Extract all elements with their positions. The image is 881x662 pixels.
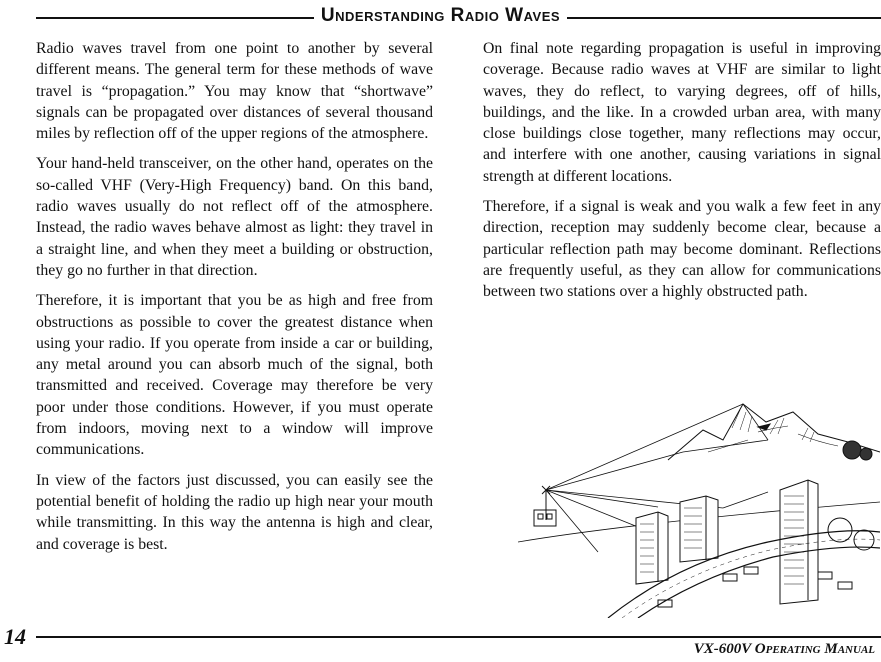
office-building-icon [636,512,668,584]
tree-icon [843,441,861,459]
car-icon [723,574,737,581]
paragraph: Therefore, it is important that you be as high and free from obstructions as possible to cover the greatest distance when using your radio. If you operate from inside a car or building, any metal around you can absorb much of the signal, both transmitted and received. Coverage may therefore be very poor under those conditions. However, if you must operate from indoors, moving next to a window will improve communications. [36,292,433,459]
tree-icon [828,518,852,542]
paragraph: In view of the factors just discussed, you can easily see the potential benefit of holding the radio up high near your mouth while transmitting. In this way the antenna is high and clear, and coverage is best. [36,471,433,553]
radio-propagation-illustration [518,382,880,618]
manual-title: VX-600V Operating Manual [693,641,875,657]
right-column [483,38,881,312]
page-title: Understanding Radio Waves [0,5,881,27]
paragraph: Therefore, if a signal is weak and you walk a few feet in any direction, reception may suddenly become clear, because a particular reflection path may become dominant. Reflections are frequently useful, as they can allow for communications between two stations over a highly obstructed path. [483,198,881,301]
reflection-path-line [546,404,743,490]
left-column [36,38,433,564]
station-house-icon [534,510,556,526]
paragraph: On final note regarding propagation is useful in improving coverage. Because radio waves at VHF are similar to light waves, they do reflect, to varying degrees, off of hills, buildings, and the like. In a crowded urban area, with many close buildings close together, many reflections may occur, and interfere with one another, causing variations in signal strength at different locations. [483,40,881,185]
medium-building-icon [680,496,718,562]
footer-rule [36,636,881,638]
page-number: 14 [4,624,26,649]
paragraph: Radio waves travel from one point to another by several different means. The general term for these methods of wave travel is “propagation.” You may know that “shortwave” signals can be propagated over distances of several thousand miles by reflection off of the upper regions of the atmosphere. [36,40,433,143]
tall-building-icon [780,480,818,604]
paragraph: Your hand-held transceiver, on the other hand, operates on the so-called VHF (Very-High Frequency) band. On this band, radio waves usually do not reflect off of the atmosphere. Instead, the radio waves behave almost as light: they travel in a straight line, and when they meet a building or obstruction, they go no further in that direction. [36,155,433,279]
plane-icon [758,424,770,430]
